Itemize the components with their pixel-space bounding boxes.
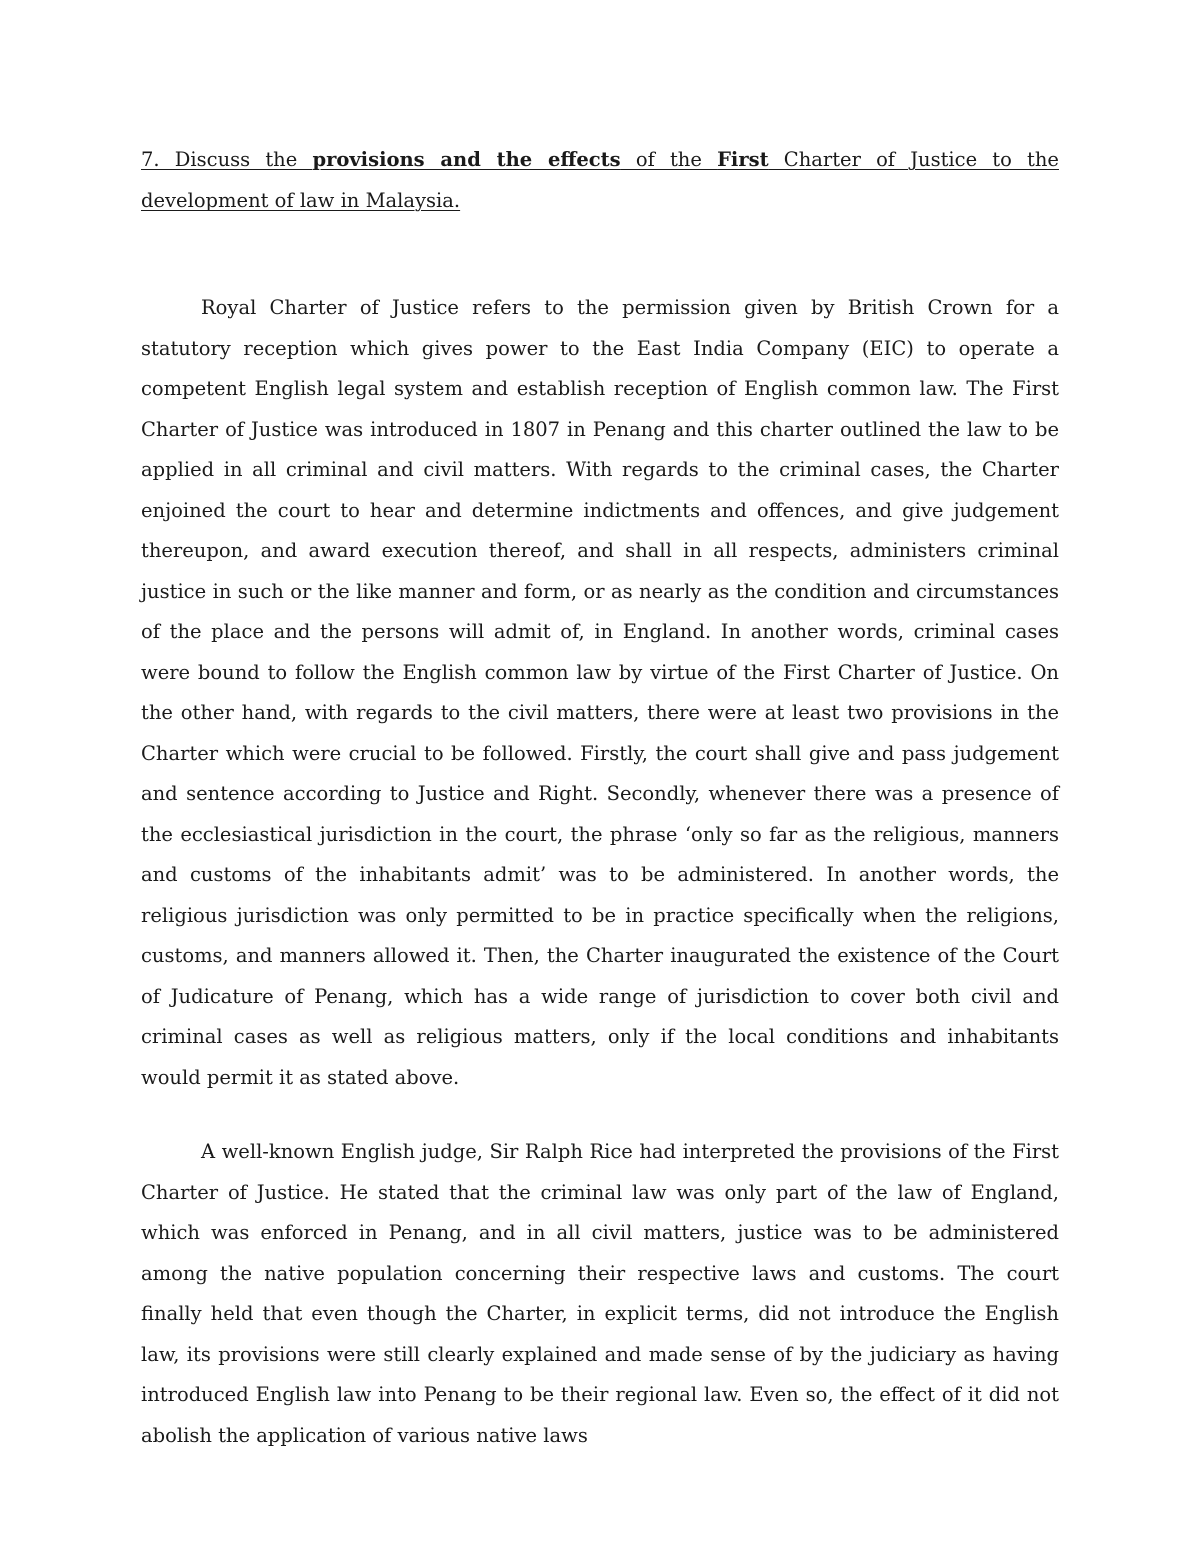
question-suffix: Charter of Justice to the development of law in Malaysia. [141,148,1059,212]
body-paragraph-2: A well-known English judge, Sir Ralph Rice had interpreted the provisions of the First Charter of Justice. He stated that the criminal law was only part of the law of England, which was enforced in Penang, and in all civil matters, justice was to be administered among the native population concerning their respective laws and customs. The court finally held that even though the Charter, in explicit terms, did not introduce the English law, its provisions were still clearly explained and made sense of by the judiciary as having introduced English law into Penang to be their regional law. Even so, the effect of it did not abolish the application of various native laws [141,1140,1059,1447]
question-bold-first: First [717,148,769,171]
body-paragraph-1: Royal Charter of Justice refers to the permission given by British Crown for a statutory reception which gives power to the East India Company (EIC) to operate a competent English legal system and establish reception of English common law. The First Charter of Justice was introduced in 1807 in Penang and this charter outlined the law to be applied in all criminal and civil matters. With regards to the criminal cases, the Charter enjoined the court to hear and determine indictments and offences, and give judgement thereupon, and award execution thereof, and shall in all respects, administers criminal justice in such or the like manner and form, or as nearly as the condition and circumstances of the place and the persons will admit of, in England. In another words, criminal cases were bound to follow the English common law by virtue of the First Charter of Justice. On the other hand, with regards to the civil matters, there were at least two provisions in the Charter which were crucial to be followed. Firstly, the court shall give and pass judgement and sentence according to Justice and Right. Secondly, whenever there was a presence of the ecclesiastical jurisdiction in the court, the phrase ‘only so far as the religious, manners and customs of the inhabitants admit’ was to be administered. In another words, the religious jurisdiction was only permitted to be in practice specifically when the religions, customs, and manners allowed it. Then, the Charter inaugurated the existence of the Court of Judicature of Penang, which has a wide range of jurisdiction to cover both civil and criminal cases as well as religious matters, only if the local conditions and inhabitants would permit it as stated above. [141,296,1059,1089]
question-heading [141,140,1059,221]
question-middle: of the [620,148,718,171]
question-bold-provisions: provisions and the effects [312,148,621,171]
question-prefix: 7. Discuss the [141,148,313,171]
